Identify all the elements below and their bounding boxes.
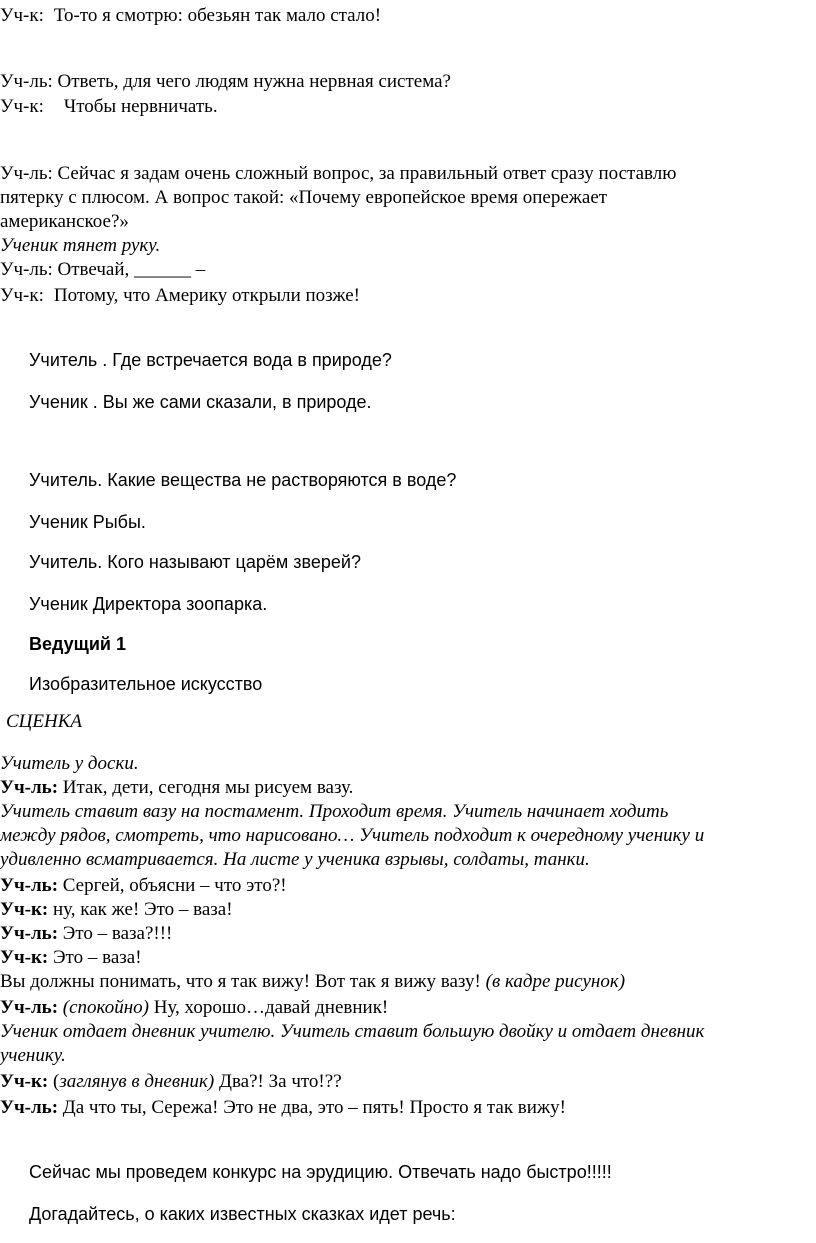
scene-title: СЦЕНКА — [6, 711, 82, 732]
dialogue-line — [0, 922, 172, 946]
contest-task: Догадайтесь, о каких известных сказках идет речь: — [29, 1204, 456, 1224]
section-subtitle: Изобразительное искусство — [29, 674, 263, 694]
line-text: Это – ваза! — [53, 947, 142, 968]
line-text: Да что ты, Сережа! Это не два, это – пять! Просто я так вижу! — [62, 1097, 566, 1118]
dialogue-line — [0, 1096, 566, 1120]
dialogue-line — [0, 776, 353, 800]
line-text: ну, как же! Это – ваза! — [53, 899, 233, 920]
qa-line: Учитель. Какие вещества не растворяются в воде? — [29, 470, 457, 490]
qa-line: Учитель . Где встречается вода в природе? — [29, 350, 392, 370]
stage-direction: Учитель у доски. — [0, 753, 139, 774]
qa-line: Ученик Рыбы. — [29, 512, 146, 532]
dialogue-line — [0, 946, 142, 970]
speaker-label: Уч-ль: — [0, 777, 59, 798]
speaker-label: Уч-ль: — [0, 71, 53, 92]
dialogue-line — [0, 874, 287, 898]
line-text: Ответь, для чего людям нужна нервная система? — [57, 71, 451, 92]
dialogue-line — [0, 898, 233, 922]
stage-direction: между рядов, смотреть, что нарисовано… Учитель подходит к очередному ученику и — [0, 825, 705, 846]
line-text: Вы должны понимать, что я так вижу! Вот так я вижу вазу! — [0, 971, 481, 992]
dialogue-line — [0, 4, 381, 28]
line-text: То-то я смотрю: обезьян так мало стало! — [53, 5, 382, 26]
speaker-label: Уч-ль: — [0, 997, 59, 1018]
line-text: Ну, хорошо…давай дневник! — [153, 997, 389, 1018]
stage-note: (спокойно) — [62, 997, 149, 1018]
speaker-label: Уч-к: — [0, 5, 44, 26]
contest-intro: Сейчас мы проведем конкурс на эрудицию. Отвечать надо быстро!!!!! — [29, 1162, 612, 1182]
section-heading: Ведущий 1 — [29, 634, 126, 654]
dialogue-line — [0, 70, 451, 94]
stage-direction: Учитель ставит вазу на постамент. Проходит время. Учитель начинает ходить — [0, 801, 669, 822]
speaker-label: Уч-к: — [0, 96, 44, 117]
paragraph-line: пятерку с плюсом. А вопрос такой: «Почему европейское время опережает — [0, 187, 608, 208]
qa-line: Ученик Директора зоопарка. — [29, 594, 268, 614]
line-text: Чтобы нервничать. — [63, 96, 218, 117]
stage-note: заглянув в дневник) — [59, 1071, 215, 1092]
speaker-label: Уч-к: — [0, 285, 44, 306]
stage-direction: Ученик тянет руку. — [0, 235, 161, 256]
stage-direction: Ученик отдает дневник учителю. Учитель ставит большую двойку и отдает дневник — [0, 1021, 705, 1042]
speaker-label: Уч-к: — [0, 1071, 49, 1092]
speaker-label: Уч-ль: — [0, 923, 59, 944]
speaker-label: Уч-к: — [0, 899, 49, 920]
dialogue-line — [0, 284, 360, 308]
line-text: Это – ваза?!!! — [62, 923, 173, 944]
stage-direction: удивленно всматривается. На листе у ученика взрывы, солдаты, танки. — [0, 849, 590, 870]
stage-direction: ученику. — [0, 1045, 66, 1066]
paragraph-line: Уч-ль: Отвечай, ______ – — [0, 259, 206, 280]
dialogue-line: Уч-к: (заглянув в дневник) Два?! За что!?? — [0, 1071, 342, 1092]
speaker-label: Уч-ль: — [0, 875, 59, 896]
dialogue-line — [0, 970, 625, 994]
paragraph-line: Уч-ль: Сейчас я задам очень сложный вопрос, за правильный ответ сразу поставлю — [0, 163, 677, 184]
speaker-label: Уч-ль: — [0, 1097, 59, 1118]
paragraph-line: американское?» — [0, 211, 129, 232]
line-text: Потому, что Америку открыли позже! — [53, 285, 360, 306]
stage-note: (в кадре рисунок) — [485, 971, 626, 992]
speaker-label: Уч-к: — [0, 947, 49, 968]
dialogue-line — [0, 95, 218, 119]
qa-line: Учитель. Кого называют царём зверей? — [29, 552, 361, 572]
line-text: Сергей, объясни – что это?! — [62, 875, 287, 896]
line-text: Два?! За что!?? — [219, 1071, 342, 1092]
qa-line: Ученик . Вы же сами сказали, в природе. — [29, 392, 372, 412]
line-text: Итак, дети, сегодня мы рисуем вазу. — [62, 777, 354, 798]
dialogue-line — [0, 996, 388, 1020]
